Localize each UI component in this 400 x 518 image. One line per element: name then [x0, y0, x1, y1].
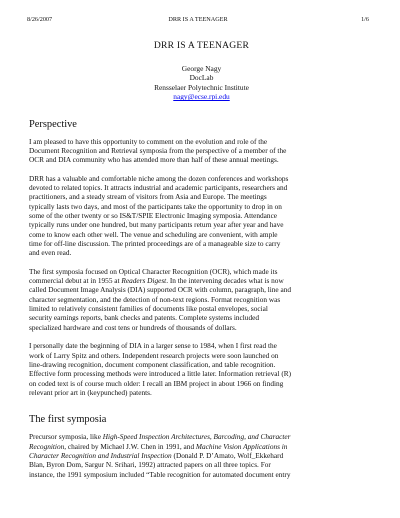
paragraph	[29, 267, 374, 332]
paragraph	[29, 174, 374, 258]
text-line: instance, the 1991 symposium included “Table recognition for automated document entry	[29, 469, 291, 479]
text-line: limited to relatively consistent families of documents like postal envelopes, social	[29, 304, 268, 314]
header-page-number: 1/6	[361, 16, 369, 23]
text-line: OCR and DIA community who has attended more than half of these annual meetings.	[29, 155, 279, 165]
paragraph	[29, 137, 374, 165]
text-line: The first symposia focused on Optical Character Recognition (OCR), which made its	[29, 266, 278, 276]
text-line: called Document Image Analysis (DIA) supported OCR with column, paragraph, line and	[29, 285, 292, 295]
author-affiliation-institute: Rensselaer Polytechnic Institute	[154, 82, 249, 92]
text-line: work of Larry Spitz and others. Independent research projects were soon launched on	[29, 350, 279, 360]
document-title: DRR IS A TEENAGER	[153, 40, 250, 51]
text-line: character segmentation, and the detection of non-text regions. Format recognition was	[29, 294, 281, 304]
document-body	[29, 40, 374, 488]
header-date: 8/26/2007	[27, 16, 53, 23]
text-line: commercial debut at in 1955 at Readers Digest. In the intervening decades what is now	[29, 276, 284, 286]
paragraph	[29, 341, 374, 397]
text-line: and even read.	[29, 248, 72, 258]
text-line: I am pleased to have this opportunity to comment on the evolution and role of the	[29, 136, 268, 146]
text-line: on coded text is of course much older: I recall an IBM project in about 1966 on finding	[29, 378, 284, 388]
author-email-link[interactable]: nagy@ecse.rpi.edu	[173, 92, 230, 102]
text-line: security earnings reports, bank checks and patents. Complete systems included	[29, 313, 259, 323]
text-line: DRR has a valuable and comfortable niche among the dozen conferences and workshops	[29, 173, 289, 183]
text-line: time for off-line discussion. The printed proceedings are of a manageable size to carry	[29, 239, 281, 249]
text-line: line-drawing recognition, document component classification, and table recognition.	[29, 359, 276, 369]
author-affiliation-lab: DocLab	[189, 73, 214, 83]
text-line: Character Recognition and Industrial Inspection (Donald P. D’Amato, Wolf_Ekkehard	[29, 450, 284, 460]
text-line: Blan, Byron Dom, Sargur N. Srihari, 1992) attracted papers on all three topics. For	[29, 460, 271, 470]
header-title: DRR IS A TEENAGER	[168, 16, 228, 23]
text-line: Precursor symposia, like High-Speed Inspection Architectures, Barcoding, and Character	[29, 432, 291, 442]
text-line: some of the other twenty or so IS&T/SPIE Electronic Imaging symposia. Attendance	[29, 211, 278, 221]
running-header	[27, 15, 369, 25]
author-name: George Nagy	[181, 64, 222, 73]
text-line: come to know each other well. The venue and scheduling are convenient, with ample	[29, 229, 278, 239]
section-heading-perspective: Perspective	[29, 118, 77, 130]
text-line: Effective form processing methods were introduced a little later. Information retrieval (R)	[29, 369, 292, 379]
text-line: typically lasts two days, and most of the participants take the opportunity to drop in on	[29, 201, 282, 211]
text-line: relevant prior art in (keypunched) patents.	[29, 387, 152, 397]
text-line: Document Recognition and Retrieval symposia from the perspective of a member of the	[29, 145, 287, 155]
text-line: Recognition, chaired by Michael J.W. Chen in 1991, and Machine Vision Applications in	[29, 441, 288, 451]
section-heading-first-symposia: The first symposia	[29, 414, 107, 426]
text-line: devoted to related topics. It attracts industrial and academic participants, researchers and	[29, 183, 288, 192]
author-block	[29, 64, 374, 102]
text-line: I personally date the beginning of DIA in a larger sense to 1984, when I first read the	[29, 341, 277, 351]
paragraph	[29, 432, 374, 479]
text-line: specialized hardware and cost tens or hundreds of thousands of dollars.	[29, 322, 237, 332]
text-line: practitioners, and a steady stream of visitors from Asia and Europe. The meetings	[29, 192, 267, 202]
text-line: typically runs under one hundred, but many participants return year after year and have	[29, 220, 284, 230]
